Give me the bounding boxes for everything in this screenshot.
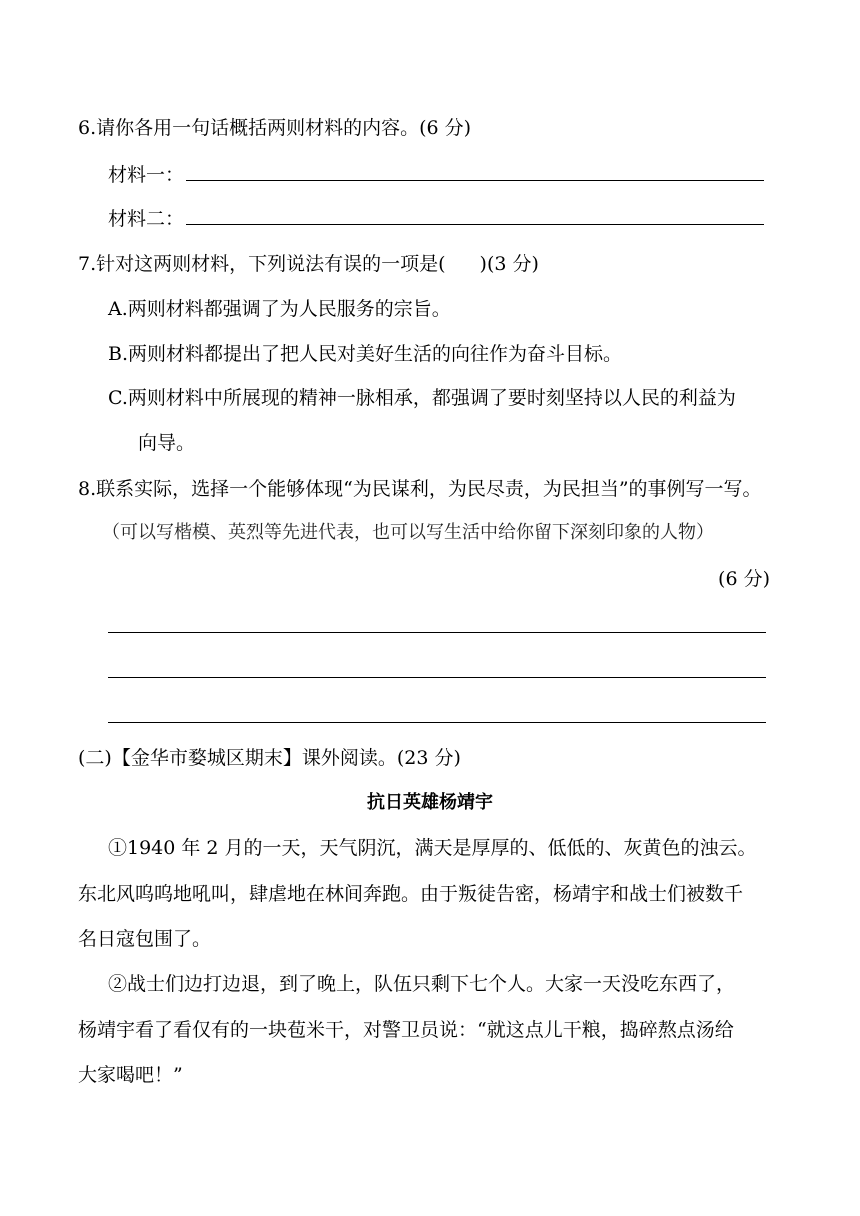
question-8-stem: 8.联系实际，选择一个能够体现“为民谋利，为民尽责，为民担当”的事例写一写。: [78, 478, 762, 500]
question-7-stem-before: 7.针对这两则材料，下列说法有误的一项是(: [78, 253, 446, 275]
answer-line-3[interactable]: [108, 722, 766, 723]
answer-line-1[interactable]: [108, 632, 766, 633]
question-7-option-b: B.两则材料都提出了把人民对美好生活的向往作为奋斗目标。: [108, 343, 623, 365]
paragraph-2-line-2: 杨靖宇看了看仅有的一块苞米干，对警卫员说：“就这点儿干粮，捣碎熬点汤给: [78, 1019, 734, 1041]
answer-line-2[interactable]: [108, 677, 766, 678]
paragraph-2-line-1: ②战士们边打边退，到了晚上，队伍只剩下七个人。大家一天没吃东西了，: [108, 973, 736, 995]
paragraph-1-line-3: 名日寇包围了。: [78, 928, 212, 950]
article-title: 抗日英雄杨靖宇: [367, 792, 493, 813]
material-1-label: 材料一：: [108, 164, 185, 186]
question-7-option-a: A.两则材料都强调了为人民服务的宗旨。: [108, 298, 451, 320]
question-8-note: （可以写楷模、英烈等先进代表，也可以写生活中给你留下深刻印象的人物）: [102, 522, 714, 543]
material-1-answer-line: [108, 162, 764, 187]
paragraph-1-line-1: ①1940 年 2 月的一天，天气阴沉，满天是厚厚的、低低的、灰黄色的浊云。: [108, 837, 757, 859]
material-1-blank[interactable]: [186, 162, 764, 181]
question-7-option-c: C.两则材料中所展现的精神一脉相承，都强调了要时刻坚持以人民的利益为: [108, 387, 736, 409]
question-7-stem-after: )(3 分): [479, 253, 539, 275]
material-2-blank[interactable]: [186, 206, 764, 225]
question-6-stem: 6.请你各用一句话概括两则材料的内容。(6 分): [78, 117, 472, 139]
material-2-answer-line: [108, 206, 764, 231]
material-2-label: 材料二：: [108, 208, 185, 230]
question-7-option-c-continued: 向导。: [138, 432, 196, 454]
question-8-score: (6 分): [718, 568, 770, 590]
section-2-heading: (二)【金华市婺城区期末】课外阅读。(23 分): [78, 747, 461, 769]
question-7-stem: [78, 252, 539, 276]
paragraph-1-line-2: 东北风呜呜地吼叫，肆虐地在林间奔跑。由于叛徒告密，杨靖宇和战士们被数千: [78, 883, 744, 905]
paragraph-2-line-3: 大家喝吧！”: [78, 1064, 183, 1086]
